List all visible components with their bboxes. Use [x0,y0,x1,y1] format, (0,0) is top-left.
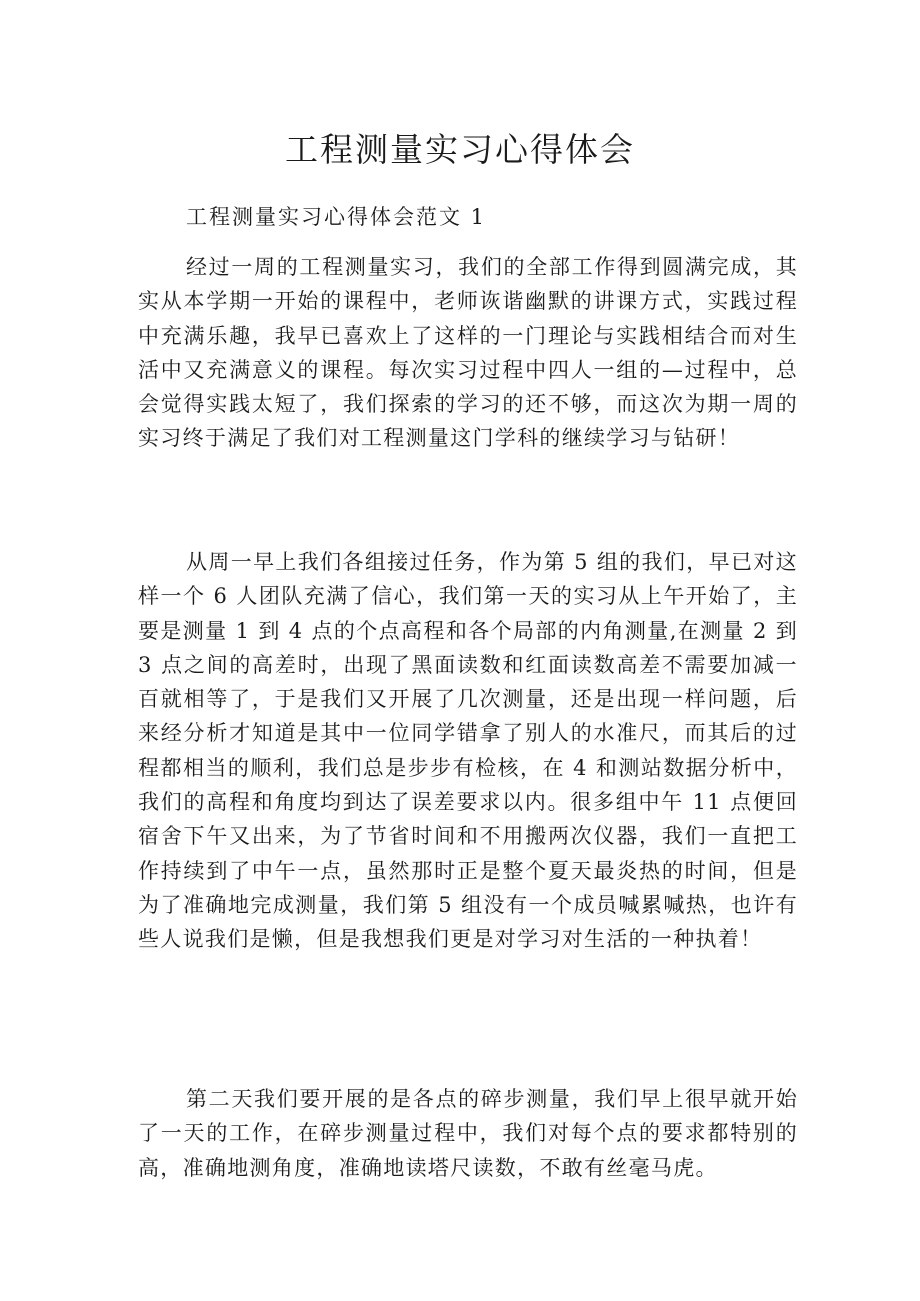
document-title: 工程测量实习心得体会 [285,130,635,169]
paragraph-3: 第二天我们要开展的是各点的碎步测量，我们早上很早就开始了一天的工作，在碎步测量过程中，我们对每个点的要求都特别的高，准确地测角度，准确地读塔尺读数，不敢有丝毫马虎。 [138,1087,798,1180]
paragraph-1: 经过一周的工程测量实习，我们的全部工作得到圆满完成，其实从本学期一开始的课程中，老师诙谐幽默的讲课方式，实践过程中充满乐趣，我早已喜欢上了这样的一门理论与实践相结合而对生活中又充满意义的课程。每次实习过程中四人一组的—过程中，总会觉得实践太短了，我们探索的学习的还不够，而这次为期一周的实习终于满足了我们对工程测量这门学科的继续学习与钻研！ [138,255,798,451]
document-subtitle: 工程测量实习心得体会范文 1 [186,205,487,229]
paragraph-2: 从周一早上我们各组接过任务，作为第 5 组的我们，早已对这样一个 6 人团队充满了信心，我们第一天的实习从上午开始了，主要是测量 1 到 4 点的个点高程和各个局部的内角测量,在测量 2 到 3 点之间的高差时，出现了黑面读数和红面读数高差不需要加减一百就相等了，于是我们又开展了几次测量，还是出现一样问题，后来经分析才知道是其中一位同学错拿了别人的水准尺，而其后的过程都相当的顺利，我们总是步步有检核，在 4 和测站数据分析中，我们的高程和角度均到达了误差要求以内。很多组中午 11 点便回宿舍下午又出来，为了节省时间和不用搬两次仪器，我们一直把工作持续到了中午一点，虽然那时正是整个夏天最炎热的时间，但是为了准确地完成测量，我们第 5 组没有一个成员喊累喊热，也许有些人说我们是懒，但是我想我们更是对学习对生活的一种执着！ [138,550,798,952]
